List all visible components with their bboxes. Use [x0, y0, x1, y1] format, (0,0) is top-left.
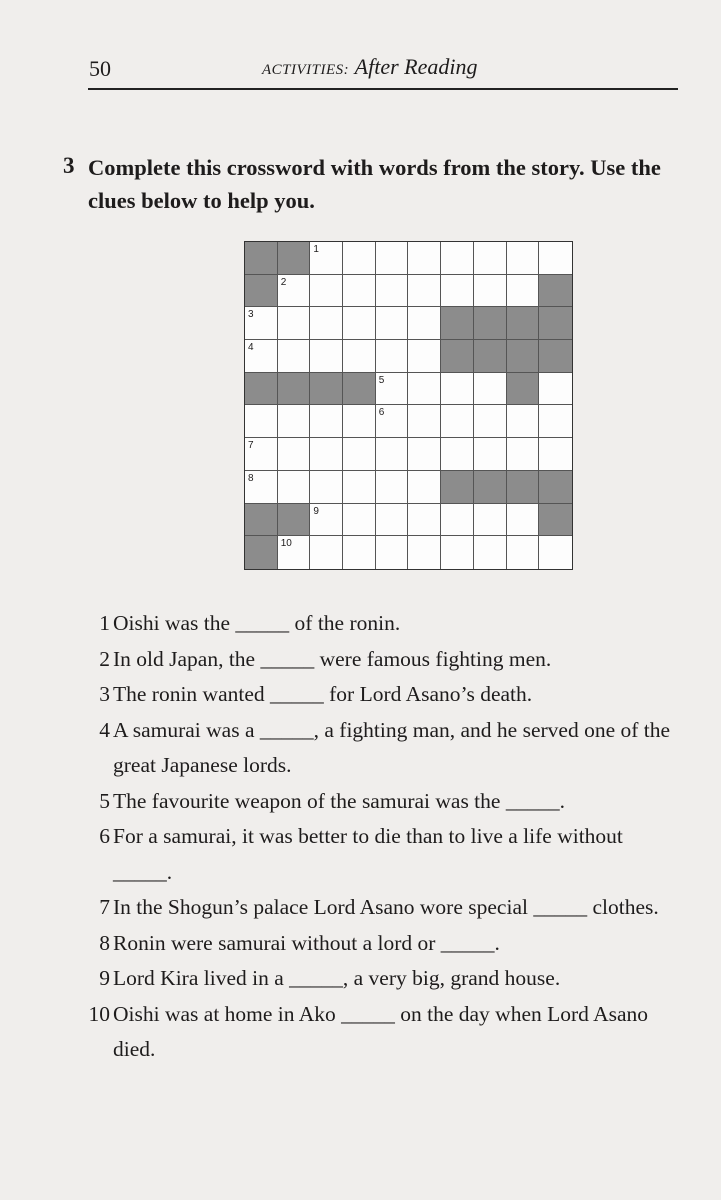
crossword-blank-cell: [278, 373, 311, 406]
crossword-blank-cell: [474, 340, 507, 373]
crossword-cell[interactable]: [310, 242, 343, 275]
crossword-cell[interactable]: [408, 242, 441, 275]
crossword-cell[interactable]: [441, 504, 474, 537]
crossword-blank-cell: [507, 307, 540, 340]
clue-item: [80, 677, 700, 713]
crossword-cell[interactable]: [408, 504, 441, 537]
page-number: 50: [89, 56, 111, 81]
crossword-cell[interactable]: [310, 536, 343, 569]
crossword-cell[interactable]: [245, 405, 278, 438]
crossword-cell[interactable]: [474, 275, 507, 308]
crossword-blank-cell: [245, 242, 278, 275]
crossword-cell[interactable]: [474, 438, 507, 471]
crossword-clue-number: 9: [313, 505, 319, 517]
crossword-blank-cell: [539, 504, 572, 537]
crossword-blank-cell: [245, 504, 278, 537]
crossword-clue-number: 1: [313, 244, 319, 255]
crossword-cell[interactable]: [376, 536, 409, 569]
question-number: 3: [63, 153, 75, 178]
crossword-clue-number: 6: [378, 407, 385, 419]
crossword-cell[interactable]: [408, 307, 441, 340]
crossword-clue-number: 4: [248, 342, 254, 354]
crossword-blank-cell: [507, 471, 540, 504]
crossword-cell[interactable]: [376, 373, 409, 406]
crossword-blank-cell: [441, 471, 474, 504]
crossword-cell[interactable]: [376, 471, 409, 504]
crossword-blank-cell: [245, 536, 278, 569]
crossword-cell[interactable]: [245, 438, 278, 471]
crossword-cell[interactable]: [539, 536, 572, 569]
question-instructions: Complete this crossword with words from the story. Use the clues below to help you.: [88, 155, 661, 213]
crossword-blank-cell: [343, 373, 376, 406]
crossword-cell[interactable]: [474, 242, 507, 275]
crossword-cell[interactable]: [343, 471, 376, 504]
clue-text: For a samurai, it was better to die than to live a life without _____.: [113, 824, 623, 884]
clue-text: A samurai was a _____, a fighting man, and he served one of the great Japanese lords.: [113, 717, 671, 777]
crossword-blank-cell: [539, 275, 572, 308]
crossword-cell[interactable]: [408, 373, 441, 406]
crossword-cell[interactable]: [376, 242, 409, 275]
crossword-cell[interactable]: [441, 536, 474, 569]
clue-item: [80, 890, 700, 926]
clue-item: [80, 961, 700, 997]
running-head: [262, 54, 477, 80]
crossword-cell[interactable]: [376, 504, 409, 537]
header-rule: [88, 88, 678, 90]
crossword-blank-cell: [245, 373, 278, 406]
crossword-clue-number: 8: [248, 472, 254, 484]
clue-item: [80, 606, 700, 642]
clue-text: Oishi was at home in Ako _____ on the day when Lord Asano died.: [113, 1001, 649, 1061]
clue-number: 6: [99, 824, 110, 848]
clue-number: 8: [99, 930, 110, 955]
crossword-cell[interactable]: [278, 471, 311, 504]
clue-number: 3: [99, 682, 110, 706]
clue-number: 10: [88, 1001, 110, 1026]
clue-list: [80, 606, 700, 1068]
crossword-cell[interactable]: [376, 307, 409, 340]
crossword-cell[interactable]: [474, 373, 507, 406]
crossword-cell[interactable]: [343, 405, 376, 438]
crossword-cell[interactable]: [245, 471, 278, 504]
crossword-blank-cell: [310, 373, 343, 406]
crossword-cell[interactable]: [278, 307, 311, 340]
crossword-cell[interactable]: [310, 307, 343, 340]
crossword-cell[interactable]: [474, 405, 507, 438]
crossword-blank-cell: [507, 373, 540, 406]
crossword-cell[interactable]: [376, 340, 409, 373]
crossword-cell[interactable]: [310, 438, 343, 471]
crossword-cell[interactable]: [408, 471, 441, 504]
clue-item: [80, 784, 700, 820]
crossword-cell[interactable]: [539, 373, 572, 406]
crossword-cell[interactable]: [278, 405, 311, 438]
crossword-cell[interactable]: [408, 275, 441, 308]
crossword-cell[interactable]: [539, 242, 572, 275]
clue-item: [80, 642, 700, 678]
crossword-cell[interactable]: [507, 504, 540, 537]
crossword-cell[interactable]: [441, 373, 474, 406]
crossword-cell[interactable]: [474, 504, 507, 537]
crossword-cell[interactable]: [507, 438, 540, 471]
clue-number: 5: [99, 788, 110, 813]
crossword-clue-number: 3: [248, 309, 254, 321]
clue-item: [80, 997, 700, 1068]
crossword-blank-cell: [539, 307, 572, 340]
clue-number: 9: [99, 966, 110, 990]
crossword-cell[interactable]: [376, 275, 409, 308]
crossword-cell[interactable]: [539, 405, 572, 438]
crossword-cell[interactable]: [408, 536, 441, 569]
crossword-clue-number: 7: [248, 440, 254, 452]
crossword-blank-cell: [278, 242, 311, 275]
crossword-cell[interactable]: [310, 340, 343, 373]
running-head-section: ACTIVITIES:: [262, 62, 350, 78]
clue-item: [80, 819, 700, 890]
crossword-blank-cell: [474, 471, 507, 504]
crossword-clue-number: 5: [378, 374, 385, 386]
crossword-grid: [244, 241, 573, 570]
crossword-blank-cell: [539, 471, 572, 504]
crossword-cell[interactable]: [343, 504, 376, 537]
clue-item: [80, 713, 700, 784]
crossword-cell[interactable]: [441, 242, 474, 275]
crossword-cell[interactable]: [376, 405, 409, 438]
crossword-cell[interactable]: [343, 340, 376, 373]
crossword-cell[interactable]: [310, 471, 343, 504]
clue-text: In old Japan, the _____ were famous fighting men.: [113, 646, 552, 671]
crossword-cell[interactable]: [343, 307, 376, 340]
crossword-cell[interactable]: [343, 275, 376, 308]
crossword-cell[interactable]: [245, 340, 278, 373]
clue-number: 2: [99, 646, 110, 671]
crossword-cell[interactable]: [343, 536, 376, 569]
crossword-cell[interactable]: [278, 340, 311, 373]
crossword-clue-number: 10: [280, 538, 292, 550]
clue-text: The favourite weapon of the samurai was the _____.: [113, 788, 565, 813]
clue-item: [80, 926, 700, 962]
clue-number: 1: [99, 611, 110, 635]
crossword-cell[interactable]: [507, 405, 540, 438]
crossword-blank-cell: [441, 307, 474, 340]
clue-text: Lord Kira lived in a _____, a very big, grand house.: [113, 966, 561, 990]
crossword-cell[interactable]: [376, 438, 409, 471]
clue-number: 4: [99, 717, 110, 742]
crossword-cell[interactable]: [507, 275, 540, 308]
crossword-cell[interactable]: [507, 242, 540, 275]
crossword-clue-number: 2: [280, 276, 287, 288]
crossword-cell[interactable]: [245, 307, 278, 340]
crossword-blank-cell: [539, 340, 572, 373]
crossword-cell[interactable]: [539, 438, 572, 471]
crossword-blank-cell: [245, 275, 278, 308]
clue-number: 7: [99, 895, 110, 919]
crossword-cell[interactable]: [507, 536, 540, 569]
crossword-cell[interactable]: [343, 438, 376, 471]
crossword-cell[interactable]: [278, 275, 311, 308]
crossword-cell[interactable]: [310, 275, 343, 308]
crossword-cell[interactable]: [343, 242, 376, 275]
crossword-blank-cell: [474, 307, 507, 340]
crossword-cell[interactable]: [408, 340, 441, 373]
crossword-cell[interactable]: [441, 405, 474, 438]
crossword-cell[interactable]: [441, 275, 474, 308]
crossword-blank-cell: [507, 340, 540, 373]
crossword-blank-cell: [441, 340, 474, 373]
crossword-cell[interactable]: [310, 405, 343, 438]
crossword-cell[interactable]: [278, 438, 311, 471]
crossword-blank-cell: [278, 504, 311, 537]
running-head-title: After Reading: [354, 54, 478, 79]
crossword-cell[interactable]: [474, 536, 507, 569]
crossword-cell[interactable]: [278, 536, 311, 569]
crossword-cell[interactable]: [310, 504, 343, 537]
clue-text: The ronin wanted _____ for Lord Asano’s death.: [113, 682, 533, 706]
clue-text: Oishi was the _____ of the ronin.: [113, 611, 401, 635]
clue-text: Ronin were samurai without a lord or _____.: [113, 930, 500, 955]
crossword-cell[interactable]: [408, 405, 441, 438]
crossword-cell[interactable]: [408, 438, 441, 471]
clue-text: In the Shogun’s palace Lord Asano wore special _____ clothes.: [113, 895, 659, 919]
crossword-cell[interactable]: [441, 438, 474, 471]
